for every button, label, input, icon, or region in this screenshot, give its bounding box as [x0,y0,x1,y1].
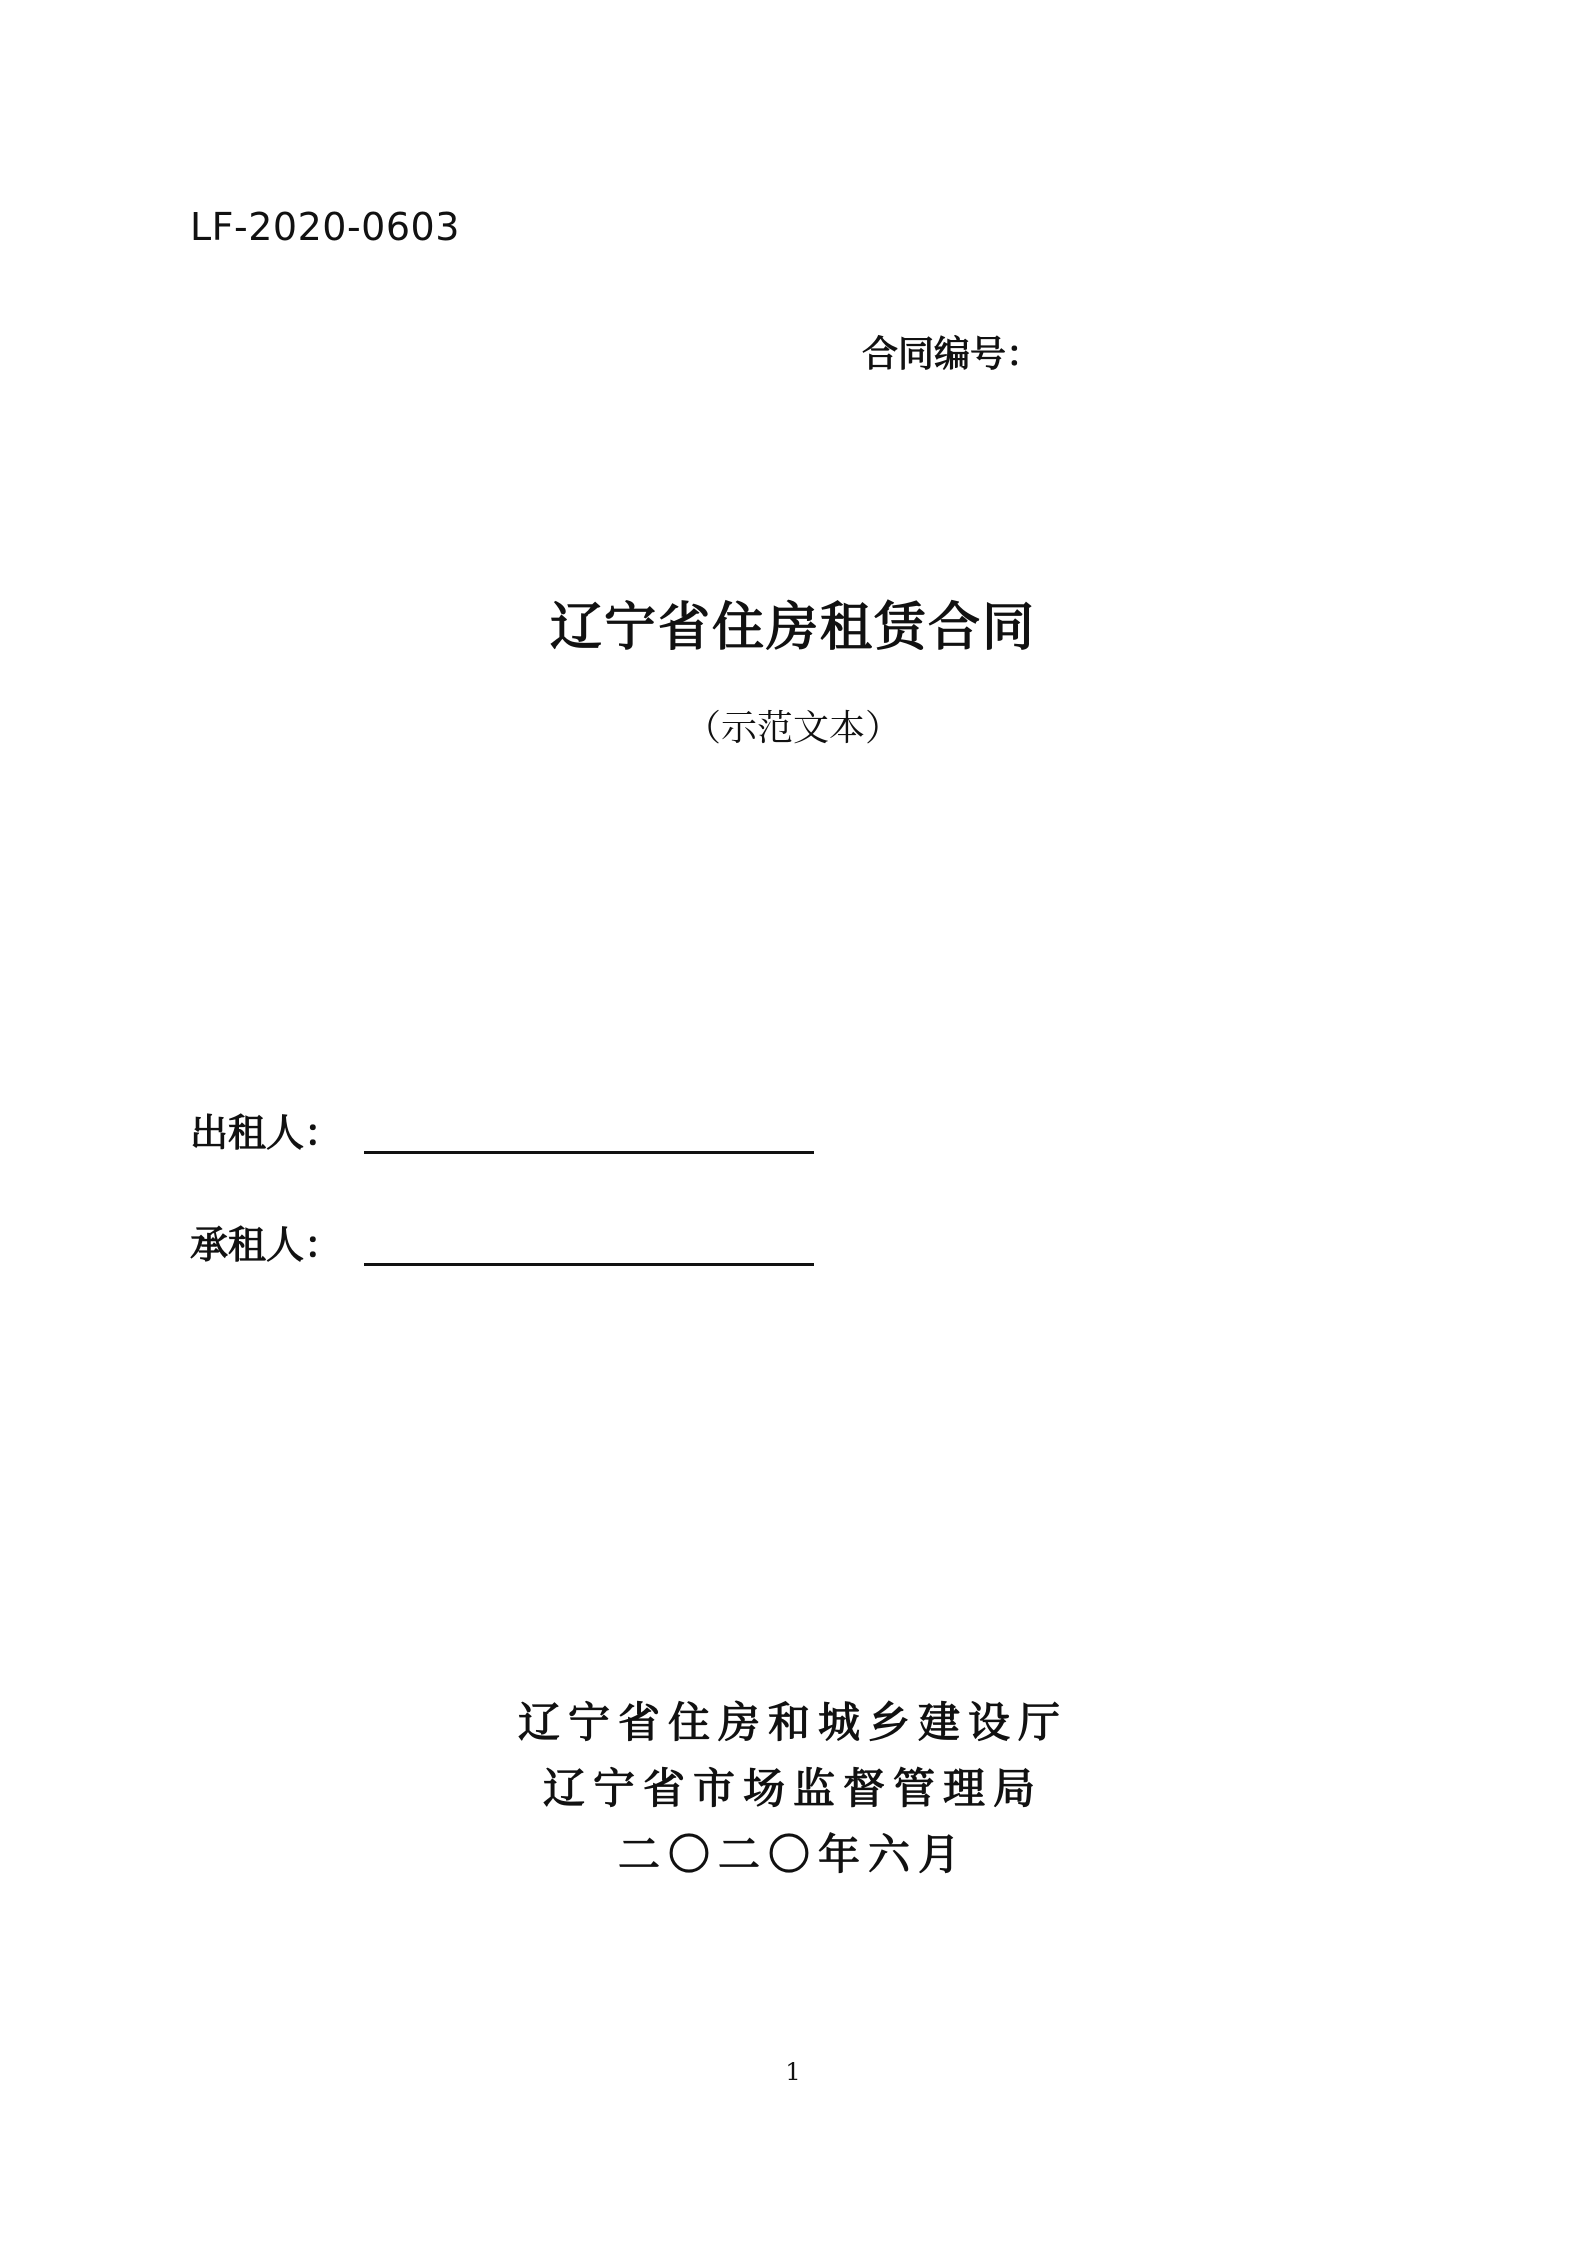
lessee-row [190,1220,814,1270]
document-code: LF-2020-0603 [190,205,460,249]
document-title: 辽宁省住房租赁合同 [549,598,1036,658]
lessor-row [190,1108,814,1158]
issuer-market-regulation-bureau: 辽宁省市场监督管理局 [542,1764,1043,1813]
lessee-label: 承租人： [190,1223,343,1267]
document-subtitle: （示范文本） [684,708,901,749]
lessor-blank-line [364,1151,814,1154]
lessee-blank-line [364,1263,814,1266]
lessor-label: 出租人： [190,1111,343,1155]
contract-number-label: 合同编号： [862,334,1043,375]
issuer-housing-department: 辽宁省住房和城乡建设厅 [517,1698,1068,1747]
issue-date: 二〇二〇年六月 [617,1830,968,1879]
page-number: 1 [785,2058,801,2086]
issuer-block [0,1690,1586,1888]
